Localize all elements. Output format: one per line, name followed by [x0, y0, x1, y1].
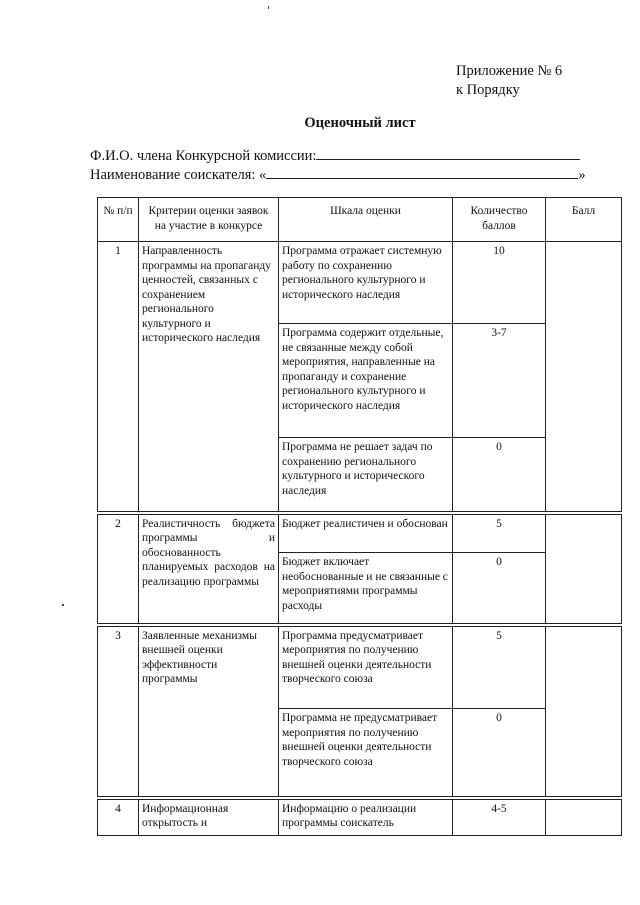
scale-cell: Программа не предусматривает мероприятия по получению внешней оценки деятельности творческого союза	[279, 709, 453, 798]
header-scale: Шкала оценки	[279, 198, 453, 242]
score-cell	[546, 513, 622, 625]
points-cell: 0	[453, 553, 546, 625]
page-title: Оценочный лист	[304, 115, 416, 131]
applicant-name-close-quote: »	[578, 167, 586, 183]
scale-cell: Программа содержит отдельные, не связанные между собой мероприятия, направленные на пропаганду и сохранение регионального культурного и исторического наследия	[279, 324, 453, 438]
applicant-name-label: Наименование соискателя: «	[90, 167, 267, 183]
member-name-field	[90, 147, 580, 165]
table-row	[98, 798, 622, 836]
applicant-name-field	[90, 166, 586, 184]
scale-cell: Программа предусматривает мероприятия по получению внешней оценки деятельности творческого союза	[279, 625, 453, 709]
row-criterion: Направленность программы на пропаганду ценностей, связанных с сохранением регионального культурного и исторического наследия	[139, 242, 279, 513]
scale-cell: Бюджет реалистичен и обоснован	[279, 513, 453, 553]
score-cell	[546, 798, 622, 836]
row-criterion: Информационная открытость и	[139, 798, 279, 836]
row-num: 3	[98, 625, 139, 798]
table-row	[98, 513, 622, 553]
points-cell: 0	[453, 709, 546, 798]
scale-cell: Бюджет включает необоснованные и не связанные с мероприятиями программы расходы	[279, 553, 453, 625]
member-name-label: Ф.И.О. члена Конкурсной комиссии:	[90, 148, 317, 164]
points-cell: 3-7	[453, 324, 546, 438]
header-points: Количество баллов	[453, 198, 546, 242]
row-num: 4	[98, 798, 139, 836]
points-cell: 10	[453, 242, 546, 324]
header-num: № п/п	[98, 198, 139, 242]
appendix-header	[456, 62, 562, 100]
table-header-row	[98, 198, 622, 242]
appendix-line-2: к Порядку	[456, 82, 520, 98]
points-cell: 0	[453, 438, 546, 513]
scan-speck	[268, 6, 269, 9]
table-row	[98, 242, 622, 324]
points-cell: 5	[453, 513, 546, 553]
member-name-blank	[316, 147, 580, 160]
score-cell	[546, 242, 622, 513]
table-row	[98, 625, 622, 709]
row-criterion: Реалистичность бюджета программы и обоснованность планируемых расходов на реализацию программы	[139, 513, 279, 625]
evaluation-table	[97, 197, 622, 836]
row-criterion: Заявленные механизмы внешней оценки эффективности программы	[139, 625, 279, 798]
header-score: Балл	[546, 198, 622, 242]
points-cell: 4-5	[453, 798, 546, 836]
scale-cell: Информацию о реализации программы соискатель	[279, 798, 453, 836]
row-num: 2	[98, 513, 139, 625]
scan-speck	[62, 604, 64, 606]
header-criteria: Критерии оценки заявок на участие в конкурсе	[139, 198, 279, 242]
score-cell	[546, 625, 622, 798]
scale-cell: Программа отражает системную работу по сохранению регионального культурного и исторического наследия	[279, 242, 453, 324]
points-cell: 5	[453, 625, 546, 709]
appendix-line-1: Приложение № 6	[456, 63, 563, 79]
scale-cell: Программа не решает задач по сохранению регионального культурного и исторического наследия	[279, 438, 453, 513]
applicant-name-blank	[266, 166, 578, 179]
row-num: 1	[98, 242, 139, 513]
